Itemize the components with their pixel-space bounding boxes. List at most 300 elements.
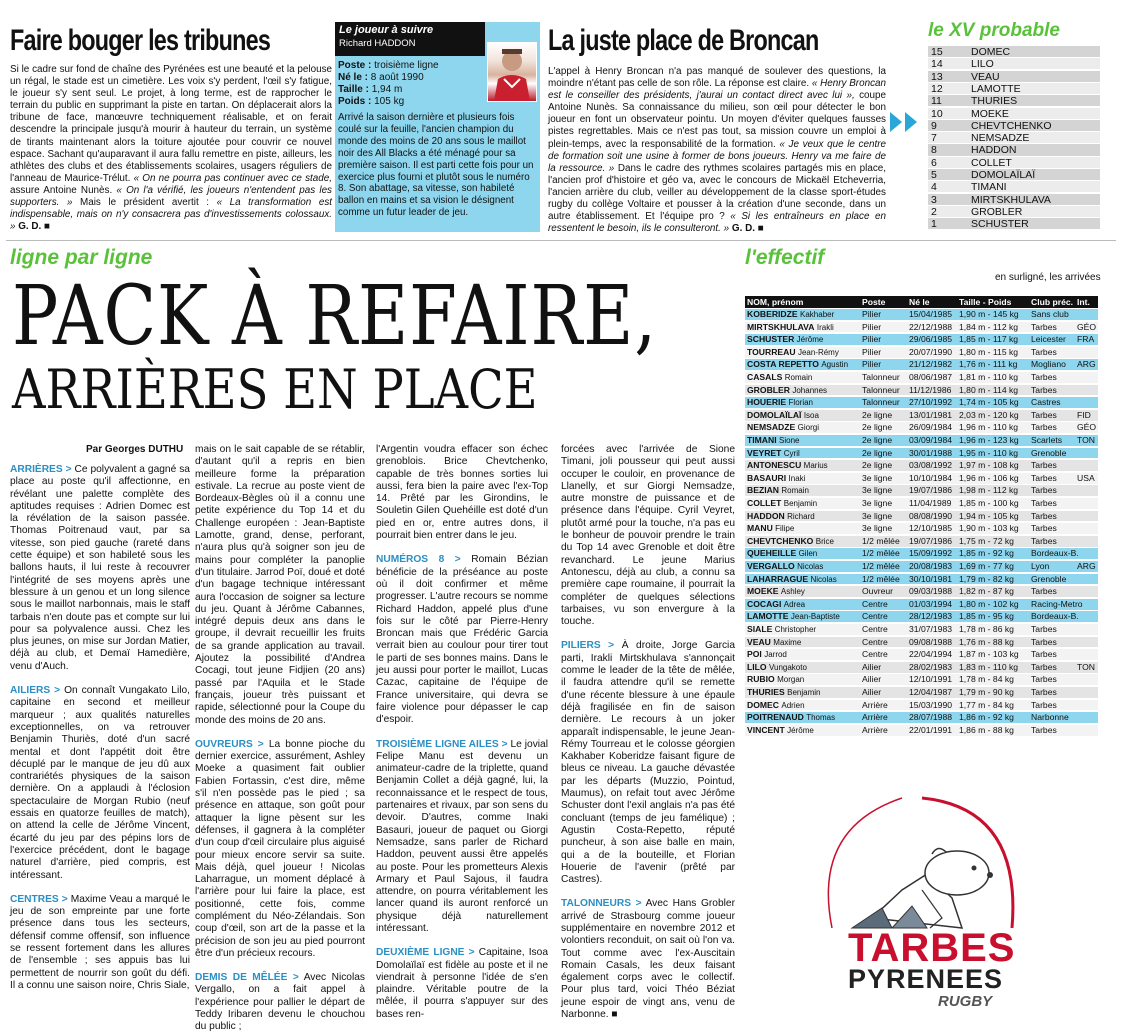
cell-int xyxy=(1077,637,1098,648)
cell-club: Castres xyxy=(1031,397,1061,408)
xv-number: 5 xyxy=(931,169,937,181)
byline: Par Georges DUTHU xyxy=(86,444,184,455)
headline-line1: PACK À REFAIRE, xyxy=(12,269,658,364)
cell-int xyxy=(1077,674,1098,685)
xv-row xyxy=(928,157,1100,169)
cell-ne: 15/03/1990 xyxy=(909,699,953,710)
cell-int xyxy=(1077,397,1098,408)
cell-ne: 03/08/1992 xyxy=(909,460,953,471)
player-name-cell xyxy=(745,712,862,723)
xv-row xyxy=(928,218,1100,230)
player-last-name: THURIES xyxy=(747,687,785,697)
cell-poste: Centre xyxy=(862,624,888,634)
cell-tp: 1,85 m - 92 kg xyxy=(959,548,1014,559)
effectif-row xyxy=(745,624,1098,636)
cell-ne: 28/07/1988 xyxy=(909,712,953,723)
player-name-cell xyxy=(745,372,862,383)
cell-club: Tarbes xyxy=(1031,485,1057,496)
effectif-row xyxy=(745,687,1098,699)
effectif-row xyxy=(745,662,1098,674)
effectif-row xyxy=(745,712,1098,724)
xv-number: 9 xyxy=(931,119,937,132)
cell-int: FRA xyxy=(1077,334,1095,345)
cell-int xyxy=(1077,372,1098,383)
cell-poste: Ailier xyxy=(862,661,882,672)
player-name-cell xyxy=(745,498,862,509)
player-name-cell xyxy=(745,700,862,711)
cell-ne: 22/01/1991 xyxy=(909,724,953,735)
player-last-name: LAMOTTE xyxy=(747,611,789,622)
cell-club: Tarbes xyxy=(1031,649,1057,660)
effectif-row xyxy=(745,599,1098,611)
player-last-name: LAHARRAGUE xyxy=(747,573,809,584)
player-last-name: RUBIO xyxy=(747,674,775,685)
cell-int: FID xyxy=(1077,409,1091,420)
cell-ne: 22/12/1988 xyxy=(909,321,953,332)
player-last-name: ANTONESCU xyxy=(747,460,802,471)
cell-poste: Talonneur xyxy=(862,372,900,382)
cell-int xyxy=(1077,498,1098,509)
player-name-cell xyxy=(745,334,862,345)
player-last-name: GROBLER xyxy=(747,384,790,395)
effectif-row xyxy=(745,523,1098,535)
cell-ne: 13/01/1981 xyxy=(909,409,953,420)
player-name-cell xyxy=(745,662,862,673)
cell-poste: 1/2 mêlée xyxy=(862,548,900,559)
xv-row xyxy=(928,71,1100,83)
cell-tp: 1,79 m - 82 kg xyxy=(959,573,1014,584)
cell-poste: Ailier xyxy=(862,674,882,685)
xv-row xyxy=(928,83,1100,95)
xv-number: 6 xyxy=(931,156,937,169)
xv-player: TIMANI xyxy=(971,181,1007,194)
player-last-name: TOURREAU xyxy=(747,346,796,357)
player-name-cell xyxy=(745,448,862,459)
cell-ne: 30/01/1988 xyxy=(909,447,953,458)
divider xyxy=(6,240,1116,241)
player-first-name: Maxime xyxy=(773,637,802,647)
player-box xyxy=(335,22,540,232)
player-last-name: TIMANI xyxy=(747,435,777,445)
player-last-name: POI xyxy=(747,649,762,660)
cell-club: Bordeaux-B. xyxy=(1031,548,1079,559)
player-first-name: Marius xyxy=(803,461,828,471)
effectif-row xyxy=(745,498,1098,510)
cell-poste: Centre xyxy=(862,649,888,660)
xv-player: MIRTSKHULAVA xyxy=(971,193,1051,206)
player-last-name: MOEKE xyxy=(747,586,779,597)
cell-club: Tarbes xyxy=(1031,422,1057,433)
cell-poste: Arrière xyxy=(862,699,888,710)
player-first-name: Romain xyxy=(784,373,813,382)
cell-club: Sans club xyxy=(1031,309,1069,319)
tribunes-title: Faire bouger les tribunes xyxy=(10,24,271,57)
player-name-cell xyxy=(745,536,862,547)
player-name-cell xyxy=(745,637,862,648)
logo-pyrenees: PYRENEES xyxy=(848,964,1004,994)
cell-tp: 1,87 m - 103 kg xyxy=(959,649,1019,660)
player-first-name: Christopher xyxy=(774,625,817,634)
effectif-row xyxy=(745,574,1098,586)
effectif-row xyxy=(745,460,1098,472)
player-last-name: MIRTSKHULAVA xyxy=(747,321,815,332)
cell-poste: Centre xyxy=(862,636,888,647)
cell-int: USA xyxy=(1077,472,1095,483)
player-first-name: Vungakoto xyxy=(768,662,807,672)
cell-tp: 1,85 m - 95 kg xyxy=(959,611,1014,622)
column-1: ARRIÈRES > Ce polyvalent a gagné sa place au poste qu'il affectionne, en révélant une palette complète des aptitudes requises : Adrien Domec est la révélation de la saison passée. Thomas Poitrenaud vaut, par sa vitesse, son pied gauche (rareté dans cette équipe) et son habileté sous les ballons hauts, il lui reste à recouvrer l'intégrité de ses moyens après une blessure à un genou et un long silence sous le maillot narbonnais, mais le staff tarbais n'en doute pas et compte sur lui pour sa polyvalence aussi. Chez les plus jeunes, on mise sur Jordan Matier, déjà au club, et Demaï Hamedière, venu d'Auch. AILIERS > On connaît Vungakato Lilo, capitaine en second et meilleur marqueur ; aux qualités naturelles exceptionnelles, on va retrouver Benjamin Thuriès, doté d'un sacré mental et dont l'appétit doit être décuplé par le manque de jeu dû aux contrariétés physiques de la saison dernière. On a applaudi à l'éclosion spectaculaire de Morgan Rubio (neuf essais en quatorze feuilles de match), on attend la celle de Jérôme Vincent, écarté du jeu par des pépins lors de l'exercice précédent, dont le bagage naturel d'arrière, pied compris, est intéressant. CENTRES > Maxime Veau a marqué le jeu de son empreinte par une forte présence dans tous les secteurs, défensif comme offensif, son influence se ressent fortement dans les allures de l'ensemble ; ses appuis bas lui permettent de nourrir son goût du défi. Il a connu une saison noire, Chris Siale, xyxy=(10,464,190,991)
cell-poste: Pilier xyxy=(862,346,882,357)
cell-tp: 1,81 m - 110 kg xyxy=(959,372,1019,382)
cell-tp: 1,82 m - 87 kg xyxy=(959,586,1014,597)
cell-poste: Centre xyxy=(862,611,888,622)
cell-poste: Ailier xyxy=(862,687,882,697)
cell-club: Lyon xyxy=(1031,561,1050,571)
player-first-name: Ashley xyxy=(780,587,805,597)
cell-tp: 1,80 m - 102 kg xyxy=(959,598,1019,609)
cell-ne: 03/09/1984 xyxy=(909,435,953,445)
xv-number: 11 xyxy=(931,95,942,108)
player-first-name: Richard xyxy=(787,511,815,521)
cell-tp: 1,77 m - 84 kg xyxy=(959,699,1014,710)
cell-club: Leicester xyxy=(1031,334,1066,345)
cell-poste: Pilier xyxy=(862,334,882,345)
cell-tp: 1,75 m - 72 kg xyxy=(959,535,1014,546)
cell-club: Tarbes xyxy=(1031,498,1057,508)
cell-club: Tarbes xyxy=(1031,510,1057,521)
player-last-name: CHEVTCHENKO xyxy=(747,535,814,546)
effectif-row xyxy=(745,637,1098,649)
effectif-row xyxy=(745,586,1098,598)
player-first-name: Agustin xyxy=(821,360,849,370)
cell-tp: 2,03 m - 120 kg xyxy=(959,409,1019,420)
cell-tp: 1,83 m - 110 kg xyxy=(959,661,1019,672)
cell-ne: 30/10/1981 xyxy=(909,573,953,584)
cell-poste: 2e ligne xyxy=(862,460,893,471)
player-first-name: Jarrod xyxy=(764,650,787,660)
player-last-name: CASALS xyxy=(747,372,783,382)
player-name-cell xyxy=(745,624,862,635)
player-first-name: Inaki xyxy=(788,473,806,483)
effectif-row xyxy=(745,385,1098,397)
cell-tp: 1,95 m - 110 kg xyxy=(959,447,1019,458)
player-name-cell xyxy=(745,397,862,408)
cell-tp: 1,97 m - 108 kg xyxy=(959,460,1019,471)
column-2: mais on le sait capable de se rétablir, d'autant qu'il a repris en bien meilleure forme la préparation estivale. La recrue au poste vient de Bordeaux-Bègles où il a connu une petite expérience du Top 14 et du Challenge européen : Jean-Baptiste Lamotte, grand, dense, perforant, n'aura plus qu'à soigner son jeu de mains pour compléter la panoplie d'un titulaire. Jarrod Poï, doué et doté d'un bagage technique intéressant aura l'occasion de soigner sa lecture du jeu. Quant à Jérôme Cabannes, intégré depuis deux ans dans le groupe, il devrait recueillir les fruits de sa grande application au travail. Ajoutez la possibilité d'Andrea Cocagi, tout jeune Fidjien (20 ans) passé par l'Aquila et le Stade français, joueur très puissant et rapide, sélectionné pour la Coupe du monde des moins de 20 ans. OUVREURS > La bonne pioche du dernier exercice, assurément, Ashley Moeke a quasiment fait oublier Fabien Fortassin, c'est dire, même s'il n'en possède pas le pied ; sa présence en attaque, son goût pour attaquer la ligne pèsent sur les défenses, il gagnera à la compléter d'un coup d'œil circulaire plus aiguisé pour mieux encore servir sa suite. Mais déjà, quel joueur ! Nicolas Laharrague, un moment déplacé à l'arrière pour lui faire la place, est positionné, cette fois, comme complément du Néo-Zélandais. Son coup d'œil, son art de la passe et la précision de son jeu au pied pourront être d'un précieux recours. DEMIS DE MÊLÉE > Avec Nicolas Vergallo, on a fait appel à l'expérience pour pallier le départ de Teddy Iribaren devenu le chouchou du public ; xyxy=(195,444,365,1033)
player-last-name: DOMEC xyxy=(747,699,779,710)
effectif-row xyxy=(745,700,1098,712)
effectif-row xyxy=(745,674,1098,686)
player-first-name: Brice xyxy=(815,536,834,546)
cell-club: Mogliano xyxy=(1031,359,1066,370)
cell-poste: 3e ligne xyxy=(862,498,893,508)
cell-ne: 31/07/1983 xyxy=(909,624,953,634)
player-first-name: Sione xyxy=(779,436,800,445)
cell-int xyxy=(1077,309,1098,320)
effectif-row xyxy=(745,309,1098,321)
effectif-row xyxy=(745,322,1098,334)
cell-ne: 20/08/1983 xyxy=(909,561,953,571)
effectif-row xyxy=(745,448,1098,460)
player-name-cell xyxy=(745,548,862,559)
xv-row xyxy=(928,144,1100,156)
player-first-name: Morgan xyxy=(777,675,805,685)
player-name-cell xyxy=(745,574,862,585)
player-last-name: COCAGI xyxy=(747,598,782,609)
cell-club: Tarbes xyxy=(1031,523,1057,534)
effectif-row xyxy=(745,334,1098,346)
cell-poste: 3e ligne xyxy=(862,510,893,521)
cell-ne: 01/03/1994 xyxy=(909,598,953,609)
effectif-row xyxy=(745,359,1098,371)
player-name-cell xyxy=(745,460,862,471)
cell-ne: 11/12/1986 xyxy=(909,384,952,395)
cell-int xyxy=(1077,347,1098,358)
xv-player: NEMSADZE xyxy=(971,132,1030,145)
cell-poste: 2e ligne xyxy=(862,447,893,458)
cell-ne: 15/04/1985 xyxy=(909,309,953,319)
cell-tp: 1,78 m - 86 kg xyxy=(959,624,1014,634)
cell-tp: 1,79 m - 90 kg xyxy=(959,687,1014,697)
player-last-name: SIALE xyxy=(747,624,773,634)
cell-ne: 22/04/1994 xyxy=(909,649,953,660)
player-first-name: Giorgi xyxy=(797,423,819,433)
cell-poste: 2e ligne xyxy=(862,435,893,445)
cell-club: Tarbes xyxy=(1031,699,1057,710)
cell-ne: 26/09/1984 xyxy=(909,422,953,433)
effectif-row xyxy=(745,347,1098,359)
double-arrow-icon xyxy=(888,110,922,139)
xv-player: DOMEC xyxy=(971,46,1011,58)
effectif-note: en surligné, les arrivées xyxy=(995,272,1101,283)
cell-tp: 1,76 m - 88 kg xyxy=(959,636,1014,647)
broncan-title: La juste place de Broncan xyxy=(548,24,819,57)
player-name-cell xyxy=(745,347,862,358)
cell-int xyxy=(1077,523,1098,534)
cell-tp: 1,69 m - 77 kg xyxy=(959,561,1014,571)
cell-int: ARG xyxy=(1077,561,1096,571)
xv-number: 1 xyxy=(931,218,937,231)
player-first-name: Kakhaber xyxy=(800,310,835,319)
xv-row xyxy=(928,58,1100,70)
section-effectif: l'effectif xyxy=(745,246,825,269)
player-text: Arrivé la saison dernière et plusieurs fois coulé sur la feuille, l'ancien champion du monde des moins de 20 ans sous le maillot noir des All Blacks a été ménagé pour sa première saison. Il est parti cette fois pour un exercice plus fourni et plutôt sous le numéro 8. Son abattage, sa vitesse, son habileté ballon en mains et sa vision le désignent comme un futur leader de jeu. xyxy=(338,112,534,219)
cell-tp: 1,90 m - 145 kg xyxy=(959,309,1019,319)
player-first-name: Filipe xyxy=(775,524,795,534)
cell-ne: 15/09/1992 xyxy=(909,548,953,559)
xv-number: 4 xyxy=(931,181,937,194)
cell-int xyxy=(1077,385,1098,396)
cell-poste: 3e ligne xyxy=(862,485,893,496)
cell-tp: 1,96 m - 123 kg xyxy=(959,435,1019,445)
player-name-cell xyxy=(745,359,862,370)
cell-ne: 09/08/1988 xyxy=(909,636,953,647)
effectif-row xyxy=(745,561,1098,573)
player-last-name: POITRENAUD xyxy=(747,712,804,723)
xv-row xyxy=(928,108,1100,120)
xv-number: 8 xyxy=(931,144,937,157)
effectif-row xyxy=(745,473,1098,485)
player-first-name: Irakli xyxy=(816,322,834,332)
player-first-name: Jérôme xyxy=(796,335,824,345)
cell-ne: 12/10/1991 xyxy=(909,674,953,685)
player-first-name: Jérôme xyxy=(787,725,814,735)
player-last-name: VERGALLO xyxy=(747,561,795,571)
cell-club: Tarbes xyxy=(1031,586,1057,597)
xv-number: 3 xyxy=(931,193,937,206)
cell-int: GÉO xyxy=(1077,422,1097,433)
xv-number: 14 xyxy=(931,58,943,71)
cell-tp: 1,96 m - 110 kg xyxy=(959,422,1019,433)
effectif-row xyxy=(745,372,1098,384)
cell-club: Bordeaux-B. xyxy=(1031,611,1079,622)
cell-ne: 12/10/1985 xyxy=(909,523,953,534)
xv-row xyxy=(928,132,1100,144)
tribunes-text: Si le cadre sur fond de chaîne des Pyrénées est une beauté et la pelouse un régal, le stade est un cimetière. Les voix s'y perdent, l'œil s'y fatigue, le joueur s'y sent seul. Le projet, à long terme, est de rapprocher le terrain du public en supprimant la piste en tartan. On déplacerait alors la tribune de face, manœuvre techniquement réalisable, et on ferait descendre la principale jusqu'à mourir à hauteur du terrain, un système de tirants maintenant alors la toiture ajoutée pour couvrir ce nouvel espace. Sachant qu'auparavant il aura fallu remettre en piste, ailleurs, les athlètes des clubs et des établissements scolaires, usagers réguliers de l'anneau de Maurice-Trélut. « On ne pourra pas continuer avec ce stade, assure Antoine Nunès. « On l'a vérifié, les joueurs n'entendent pas les supporters. » Mais le président avertit : « La transformation est indispensable, mais on n'y consacrera pas d'investissements colossaux. » G. D. ■ xyxy=(10,64,332,233)
xv-number: 12 xyxy=(931,82,943,95)
player-stats: Poste : troisième ligne Né le : 8 août 1990 Taille : 1,94 m Poids : 105 kg xyxy=(338,60,439,107)
xv-row xyxy=(928,120,1100,132)
article-tribunes xyxy=(10,24,332,233)
cell-tp: 1,86 m - 92 kg xyxy=(959,712,1014,723)
cell-club: Tarbes xyxy=(1031,346,1057,357)
column-3: l'Argentin voudra effacer son échec grenoblois. Brice Chevtchenko, capable de très bonnes sorties lui aussi, fera bien la paire avec l'ex-Top 14. Prêté par les Girondins, le Souletin Gilen Quehéille est doté d'un pied en or, entre autres dons, il pourrait bien entrer dans le jeu. NUMÉROS 8 > Romain Bézian bénéficie de la préséance au poste où il doit confirmer et même progresser. L'autre recours se nomme Richard Haddon, appelé plus d'une fois sur le côté par Pierre-Henry Broncan mais que Frédéric Garcia verrait bien au coulour pour tirer tout le parti de ses bonnes mains. Dans le jeu aussi pour porter le maillot, Lucas Cazac, capitaine de l'équipe de France universitaire, qui devra se faire violence pour dépasser le cap d'espoir. TROISIÈME LIGNE AILES > Le jovial Felipe Manu est devenu un animateur-cadre de la triplette, quand Benjamin Collet a déjà gagné, lui, la reconnaissance et le respect de tous, partenaires et rivaux, par son sens du devoir. D'autres, comme Inaki Basauri, joueur de paquet ou Giorgi Nemsadze, sans parler de Richard Haddon, peuvent aussi être appelés au poste. Pour les prometteurs Alexis Armary et Paul Sajous, il faudra attendre, on pourra véritablement les lancer quand ils auront renforcé un physique déjà naturellement intéressant. DEUXIÈME LIGNE > Capitaine, Isoa Domolaïlaï est fidèle au poste et il ne viendrait à personne l'idée de s'en plaindre. Véritable poutre de la mêlée, il pourra s'appuyer sur des bases ren- xyxy=(376,444,548,1020)
player-last-name: HADDON xyxy=(747,510,785,521)
cell-poste: 1/2 mêlée xyxy=(862,561,900,571)
cell-poste: Pilier xyxy=(862,359,882,370)
xv-player: VEAU xyxy=(971,70,1000,83)
xv-number: 10 xyxy=(931,107,943,120)
xv-row xyxy=(928,194,1100,206)
player-name-cell xyxy=(745,435,862,446)
club-logo xyxy=(752,778,1104,1014)
player-first-name: Nicolas xyxy=(810,574,837,584)
cell-ne: 08/08/1990 xyxy=(909,510,953,521)
cell-tp: 1,74 m - 105 kg xyxy=(959,397,1019,408)
broncan-text: L'appel à Henry Broncan n'a pas manqué de soulever des questions, la moindre n'étant pas celle de son rôle. La réponse est claire. « Henry Broncan est le conseiller des présidents, j'aurai un contact direct avec lui », coupe Antoine Nunès. Sa connaissance du milieu, son œil pour détecter le bon joueur en font un observateur pointu. Un moyen d'éviter quelques fausses pistes regrettables. Mais ce n'est pas tout, sa mission couvre un emploi à plein-temps, avec la responsabilité de la formation. « Je veux que le centre de formation soit une usine à former de bons joueurs. Henry va me faire de la ressource. » Dans le cadre des rythmes scolaires partagés mis en place, l'ancien prof d'histoire et géo va, avec le concours de Mickaël Etcheverria, l'ancien arrière du club, veiller au développement de la classe sport-études rugby du collège Voltaire et pousser à la création d'une seconde, dans un autre établissement. Et l'équipe pro ? « Si les entraîneurs en place en ressentent le besoin, ils le consulteront. » G. D. ■ xyxy=(548,66,887,235)
section-ligne-par-ligne: ligne par ligne xyxy=(10,246,153,269)
effectif-row xyxy=(745,422,1098,434)
xv-player: HADDON xyxy=(971,144,1017,157)
cell-club: Tarbes xyxy=(1031,724,1057,735)
cell-int xyxy=(1077,611,1098,622)
cell-ne: 20/07/1990 xyxy=(909,346,953,357)
cell-int xyxy=(1077,700,1098,711)
cell-tp: 1,80 m - 114 kg xyxy=(959,384,1019,395)
cell-ne: 10/10/1984 xyxy=(909,472,953,483)
cell-club: Tarbes xyxy=(1031,674,1057,685)
player-last-name: VEAU xyxy=(747,636,771,647)
cell-poste: Centre xyxy=(862,598,888,609)
player-last-name: QUEHEILLE xyxy=(747,548,797,559)
player-name-cell xyxy=(745,561,862,572)
xv-player: GROBLER xyxy=(971,205,1023,218)
effectif-row xyxy=(745,485,1098,497)
player-name-cell xyxy=(745,599,862,610)
effectif-row xyxy=(745,548,1098,560)
xv-row xyxy=(928,206,1100,218)
effectif-row xyxy=(745,611,1098,623)
effectif-row xyxy=(745,511,1098,523)
player-name-cell xyxy=(745,687,862,698)
cell-poste: Arrière xyxy=(862,724,888,735)
player-last-name: NEMSADZE xyxy=(747,422,796,433)
effectif-table xyxy=(745,296,1098,746)
player-name-cell xyxy=(745,649,862,660)
player-name-cell xyxy=(745,410,862,421)
player-name-cell xyxy=(745,586,862,597)
player-name-cell xyxy=(745,322,862,333)
player-first-name: Adrea xyxy=(783,599,806,609)
cell-poste: Pilier xyxy=(862,321,882,332)
player-name-cell xyxy=(745,611,862,622)
player-name-cell xyxy=(745,422,862,433)
cell-int xyxy=(1077,725,1098,736)
player-last-name: VINCENT xyxy=(747,724,785,735)
article-broncan xyxy=(548,24,886,235)
cell-ne: 28/12/1983 xyxy=(909,611,953,622)
effectif-row xyxy=(745,649,1098,661)
cell-club: Grenoble xyxy=(1031,573,1067,584)
player-last-name: MANU xyxy=(747,523,773,534)
player-photo xyxy=(487,42,537,102)
player-first-name: Thomas xyxy=(806,713,836,723)
logo-tarbes: TARBES xyxy=(848,926,1016,970)
cell-ne: 12/04/1987 xyxy=(909,687,953,697)
player-last-name: DOMOLAÏLAÏ xyxy=(747,409,802,420)
xv-row xyxy=(928,95,1100,107)
cell-int xyxy=(1077,649,1098,660)
cell-club: Tarbes xyxy=(1031,661,1057,672)
cell-ne: 21/12/1982 xyxy=(909,359,953,370)
player-name-cell xyxy=(745,309,862,320)
cell-int xyxy=(1077,574,1098,585)
player-first-name: Benjamin xyxy=(787,688,821,697)
player-box-header: Le joueur à suivre Richard HADDON xyxy=(335,22,485,56)
player-last-name: BEZIAN xyxy=(747,485,779,496)
xv-title: le XV probable xyxy=(928,20,1060,41)
cell-ne: 11/04/1989 xyxy=(909,498,952,508)
player-first-name: Florian xyxy=(788,398,813,408)
player-last-name: HOUERIE xyxy=(747,397,787,408)
xv-player: LILO xyxy=(971,58,994,71)
xv-number: 15 xyxy=(931,46,943,58)
cell-poste: 1/2 mêlée xyxy=(862,573,900,584)
xv-number: 7 xyxy=(931,132,937,145)
cell-club: Tarbes xyxy=(1031,687,1057,697)
cell-poste: 3e ligne xyxy=(862,472,893,483)
player-name-cell xyxy=(745,473,862,484)
cell-tp: 1,85 m - 117 kg xyxy=(959,334,1019,345)
player-last-name: VEYRET xyxy=(747,447,782,458)
player-first-name: Jean-Rémy xyxy=(797,347,839,357)
cell-int: ARG xyxy=(1077,359,1096,370)
cell-tp: 1,86 m - 88 kg xyxy=(959,724,1014,735)
player-last-name: BASAURI xyxy=(747,472,787,483)
headline-line2: ARRIÈRES EN PLACE xyxy=(12,358,538,421)
xv-player: SCHUSTER xyxy=(971,218,1029,231)
player-first-name: Benjamin xyxy=(783,499,818,508)
cell-club: Tarbes xyxy=(1031,409,1057,420)
cell-int xyxy=(1077,460,1098,471)
cell-int xyxy=(1077,448,1098,459)
player-first-name: Jean-Baptiste xyxy=(790,612,840,622)
cell-tp: 1,85 m - 100 kg xyxy=(959,498,1019,508)
column-4: forcées avec l'arrivée de Sione Timani, joli pousseur qui peut aussi occuper le couloir, en provenance de Llanelly, et sur Giorgi Nemsadze, autre monstre de puissance et de présence dans l'équipe. Cyril Veyret, plutôt armé pour la touche, n'a pas eu le bonheur de pouvoir prendre le train du Top 14 avec Grenoble et doit être revanchard. Le jeune Marius Antonescu, déjà au club, a connu sa première cape roumaine, il pourrait la compléter de quelques sélections tarbaises, vu son envergure à la touche. PILIERS > À droite, Jorge Garcia parti, Irakli Mirtskhulava s'annonçait comme le leader de la tête de mêlée, il faudra attendre qu'il se remette d'une récente blessure à une épaule déjà fragilisée en fin de saison dernière. Le recours à un joker apparaît indispensable, le jeune Jean-Rémy Tourreau et le colosse géorgien Kakhaber Koberidze faisant figure de bleus ce niveau. La gauche dévastée par les départs (Muzzio, Pointud, Maumus), on refait tout avec Jérôme Schuster dont l'exil anglais n'a pas été concluant (temps de jeu famélique) ; Agustin Costa-Repetto, réputé puncheur, à son aise balle en main, qui a de la bouteille, et Florian Houerie de l'avenir (prêté par Castres). TALONNEURS > Avec Hans Grobler arrivé de Strasbourg comme joueur supplémentaire en novembre 2012 et volontiers reconduit, on sait où l'on va. Tout comme avec l'ex-Auscitain Romain Casals, les deux faisant également corps avec le collectif. Pour plus tard, voici Théo Béziat jeune espoir de vingt ans, venu de Narbonne. ■ xyxy=(561,444,735,1021)
cell-club: Scarlets xyxy=(1031,435,1063,445)
cell-int: TON xyxy=(1077,435,1095,445)
xv-number: 13 xyxy=(931,70,943,83)
